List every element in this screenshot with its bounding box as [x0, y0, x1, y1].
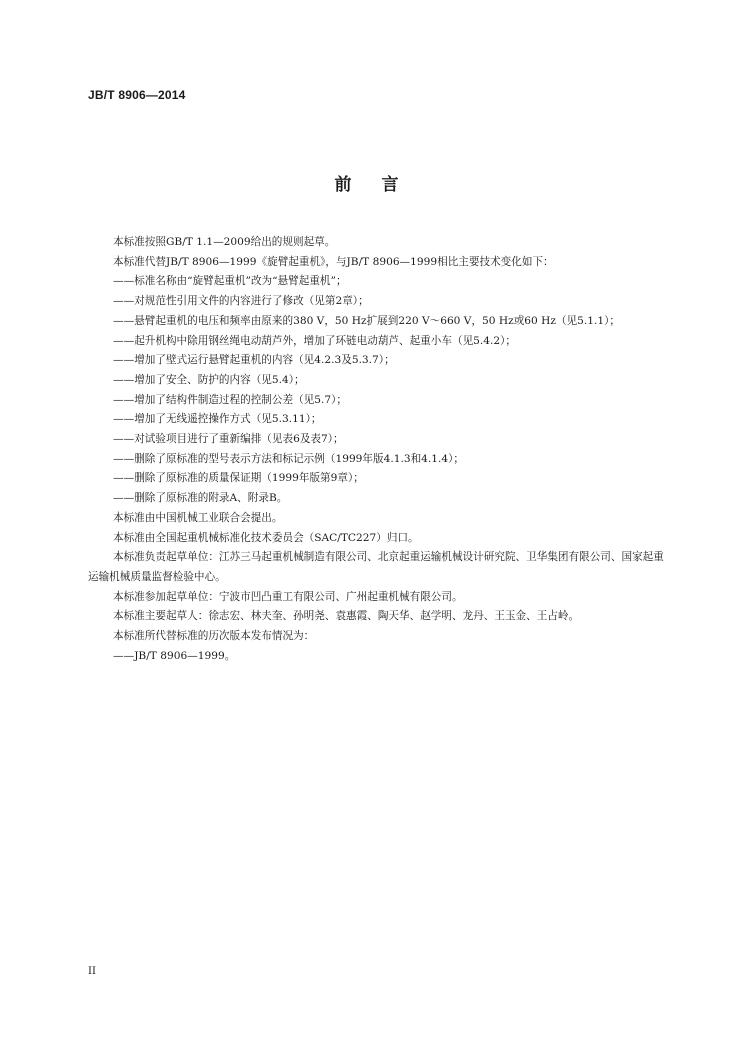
standard-code-header: JB/T 8906—2014 — [88, 88, 186, 102]
paragraph-proposer: 本标准由中国机械工业联合会提出。 — [113, 511, 283, 524]
foreword-body — [88, 233, 670, 666]
change-item-remote: ——增加了无线遥控操作方式（见5.3.11）； — [113, 413, 322, 426]
change-item-voltage: ——悬臂起重机的电压和频率由原来的380 V，50 Hz扩展到220 V～660 V，50 Hz或60 Hz（见5.1.1）； — [113, 314, 620, 327]
change-item-model-removed: ——删除了原标准的型号表示方法和标记示例（1999年版4.1.3和4.1.4）； — [113, 452, 465, 465]
change-item-references: ——对规范性引用文件的内容进行了修改（见第2章）； — [113, 295, 369, 308]
change-item-name: ——标准名称由“旋臂起重机”改为“悬臂起重机”； — [113, 275, 347, 288]
change-item-hoist: ——起升机构中除用钢丝绳电动葫芦外，增加了环链电动葫芦、起重小车（见5.4.2）； — [113, 334, 517, 347]
change-item-warranty-removed: ——删除了原标准的质量保证期（1999年版第9章）； — [113, 472, 364, 485]
paragraph-drafting-rules: 本标准按照GB/T 1.1—2009给出的规则起草。 — [113, 236, 336, 248]
change-item-wall-crane: ——增加了壁式运行悬臂起重机的内容（见4.2.3及5.3.7）； — [113, 354, 395, 367]
paragraph-lead-drafters: 本标准负责起草单位：江苏三马起重机械制造有限公司、北京起重运输机械设计研究院、卫华集团有限公司、国家起重运输机械质量监督检验中心。 — [88, 551, 664, 583]
history-item: ——JB/T 8906—1999。 — [113, 649, 236, 662]
page-number: II — [88, 966, 96, 977]
change-item-annex-removed: ——删除了原标准的附录A、附录B。 — [113, 492, 288, 505]
paragraph-main-drafters: 本标准主要起草人：徐志宏、林夫奎、孙明尧、袁惠霞、陶天华、赵学明、龙丹、王玉金、王占岭。 — [113, 610, 580, 623]
paragraph-replacement: 本标准代替JB/T 8906—1999《旋臂起重机》，与JB/T 8906—1999相比主要技术变化如下： — [113, 255, 554, 268]
change-item-safety: ——增加了安全、防护的内容（见5.4）； — [113, 373, 305, 386]
page-title: 前言 — [334, 175, 429, 195]
change-item-tests: ——对试验项目进行了重新编排（见表6及表7）； — [113, 433, 344, 446]
paragraph-history: 本标准所代替标准的历次版本发布情况为： — [113, 630, 315, 643]
paragraph-participating-drafters: 本标准参加起草单位：宁波市凹凸重工有限公司、广州起重机械有限公司。 — [113, 590, 463, 603]
paragraph-committee: 本标准由全国起重机械标准化技术委员会（SAC/TC227）归口。 — [113, 531, 419, 544]
change-item-tolerance: ——增加了结构件制造过程的控制公差（见5.7）； — [113, 393, 348, 406]
